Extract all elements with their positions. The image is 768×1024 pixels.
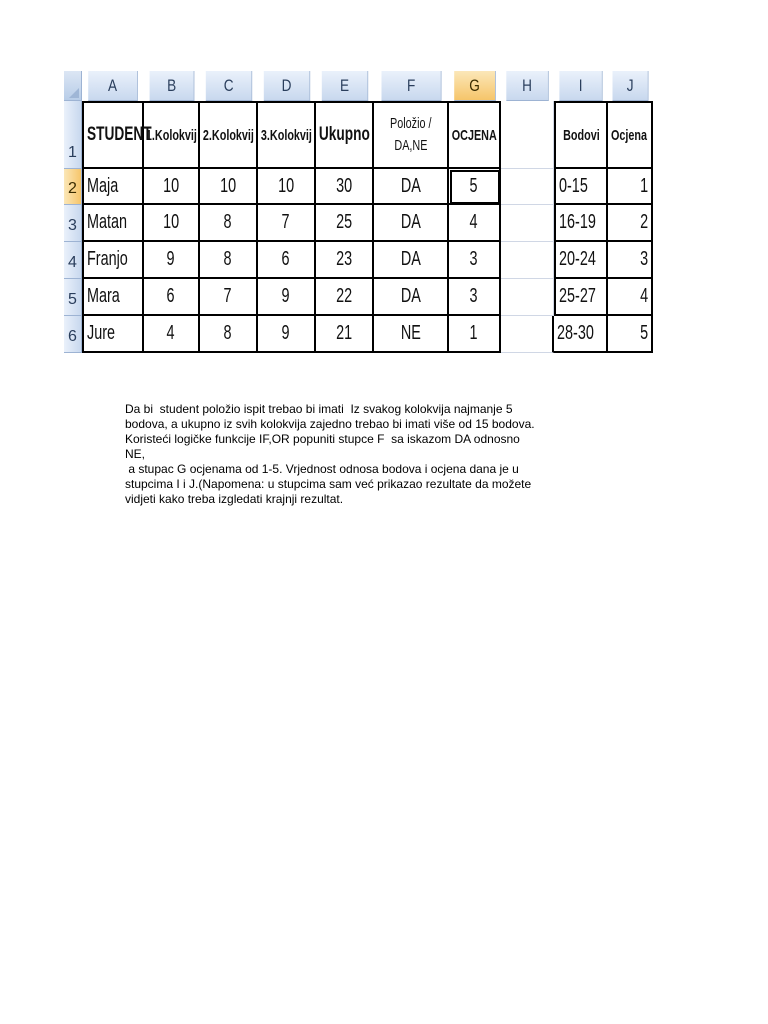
table-cell-student[interactable] xyxy=(82,169,144,205)
column-header-j[interactable]: J xyxy=(613,71,649,101)
table-cell-ocjena-ref[interactable] xyxy=(608,279,653,316)
instruction-paragraph-3: a stupac G ocjenama od 1-5. Vrjednost odnosa bodova i ocjena dana je u stupcima I i J.(Napomena: u stupcima sam već prikazao rezultate da možete vidjeti kako treba izgledati krajnji rezultat. xyxy=(125,462,535,506)
cell-text-ukupno: 23 xyxy=(335,248,353,270)
header-cell-kolokvij-2[interactable] xyxy=(200,101,258,169)
header-cell-bodovi[interactable] xyxy=(554,101,608,169)
table-cell-k2[interactable] xyxy=(200,205,258,242)
header-text-ocjena: OCJENA xyxy=(451,126,497,144)
header-text-student: STUDENT xyxy=(87,124,152,145)
cell-text-bodovi: 28-30 xyxy=(557,322,594,344)
column-header-f[interactable]: F xyxy=(382,71,442,101)
table-cell-ukupno[interactable] xyxy=(316,205,374,242)
table-cell-polozio[interactable] xyxy=(374,242,449,279)
spreadsheet-grid xyxy=(64,71,666,353)
header-text-kolokvij-3: 3.Kolokvij xyxy=(260,126,312,144)
select-all-triangle-icon xyxy=(69,88,79,98)
cell-text-ukupno: 21 xyxy=(335,322,353,344)
header-cell-kolokvij-3[interactable] xyxy=(258,101,316,169)
cell-text-student: Matan xyxy=(87,211,128,233)
header-text-kolokvij-2: 2.Kolokvij xyxy=(202,126,254,144)
cell-text-student: Mara xyxy=(87,285,120,307)
row-header-4[interactable]: 4 xyxy=(64,242,82,279)
instruction-paragraph-1: Da bi student položio ispit trebao bi imati Iz svakog kolokvija najmanje 5 bodova, a ukupno iz svih kolokvija zajedno trebao bi imati više od 15 bodova. xyxy=(125,402,535,431)
table-cell-k3[interactable] xyxy=(258,205,316,242)
table-cell-polozio[interactable] xyxy=(374,279,449,316)
cell-text-bodovi: 16-19 xyxy=(559,211,596,233)
table-cell-bodovi[interactable] xyxy=(554,242,608,279)
table-cell-student[interactable] xyxy=(82,316,144,353)
table-cell-ukupno[interactable] xyxy=(316,279,374,316)
header-cell-student[interactable] xyxy=(82,101,152,169)
row-header-3[interactable]: 3 xyxy=(64,205,82,242)
table-cell-ocjena[interactable] xyxy=(449,205,501,242)
cell-text-bodovi: 25-27 xyxy=(559,285,596,307)
table-cell-ocjena[interactable] xyxy=(449,316,501,353)
header-text-kolokvij-1: 1.Kolokvij xyxy=(145,126,197,144)
table-cell-polozio[interactable] xyxy=(374,316,449,353)
table-cell-ocjena[interactable] xyxy=(449,242,501,279)
cell-text-polozio: DA xyxy=(400,248,421,270)
cell-text-k3: 10 xyxy=(277,174,295,197)
table-cell-h[interactable] xyxy=(501,316,554,353)
header-cell-ocjena-ref[interactable] xyxy=(608,101,653,169)
cell-text-ocjena-ref: 4 xyxy=(639,285,648,307)
table-cell-ocjena-selected[interactable] xyxy=(449,169,501,205)
table-cell-ukupno[interactable] xyxy=(316,169,374,205)
cell-text-ocjena: 4 xyxy=(469,211,479,233)
table-cell-h[interactable] xyxy=(501,242,554,279)
row-header-6[interactable]: 6 xyxy=(64,316,82,353)
table-cell-bodovi[interactable] xyxy=(554,205,608,242)
row-header-1[interactable]: 1 xyxy=(64,101,82,169)
column-header-b[interactable]: B xyxy=(150,71,195,101)
header-cell-ocjena[interactable] xyxy=(449,101,501,169)
cell-text-ukupno: 30 xyxy=(335,174,353,197)
table-cell-bodovi[interactable] xyxy=(554,169,608,205)
table-cell-k1[interactable] xyxy=(144,169,200,205)
table-cell-k3[interactable] xyxy=(258,279,316,316)
cell-text-k1: 10 xyxy=(162,211,180,233)
cell-text-ocjena: 5 xyxy=(469,174,479,197)
cell-text-polozio: DA xyxy=(400,174,421,197)
header-text-ukupno: Ukupno xyxy=(318,124,370,145)
instructions-text xyxy=(125,402,540,507)
row-header-2[interactable]: 2 xyxy=(64,169,82,205)
cell-text-bodovi: 0-15 xyxy=(559,174,588,197)
table-cell-polozio[interactable] xyxy=(374,205,449,242)
table-cell-k1[interactable] xyxy=(144,205,200,242)
column-header-h[interactable]: H xyxy=(506,71,548,101)
cell-text-k2: 8 xyxy=(223,248,233,270)
cell-text-k2: 8 xyxy=(223,211,233,233)
column-header-i[interactable]: I xyxy=(559,71,602,101)
table-cell-k3[interactable] xyxy=(258,316,316,353)
table-cell-student[interactable] xyxy=(82,205,144,242)
column-header-d[interactable]: D xyxy=(264,71,310,101)
header-text-bodovi: Bodovi xyxy=(562,126,600,144)
table-cell-h[interactable] xyxy=(501,169,554,205)
header-cell-kolokvij-1[interactable] xyxy=(144,101,200,169)
table-cell-k1[interactable] xyxy=(144,279,200,316)
header-cell-polozio[interactable] xyxy=(374,101,449,169)
table-cell-ukupno[interactable] xyxy=(316,316,374,353)
table-cell-ocjena-ref[interactable] xyxy=(608,169,653,205)
header-cell-ukupno[interactable] xyxy=(316,101,374,169)
cell-text-ukupno: 25 xyxy=(335,211,353,233)
cell-text-bodovi: 20-24 xyxy=(559,248,596,270)
cell-text-ocjena-ref: 3 xyxy=(639,248,648,270)
table-cell-ocjena-ref[interactable] xyxy=(608,242,653,279)
table-cell-polozio[interactable] xyxy=(374,169,449,205)
column-header-g[interactable]: G xyxy=(454,71,496,101)
cell-text-ocjena-ref: 2 xyxy=(639,211,648,233)
table-cell-bodovi[interactable] xyxy=(554,316,608,353)
table-cell-student[interactable] xyxy=(82,279,144,316)
cell-text-k3: 9 xyxy=(281,322,291,344)
spreadsheet-screenshot xyxy=(64,71,666,355)
cell-text-k1: 10 xyxy=(162,174,180,197)
cell-text-k2: 7 xyxy=(223,285,233,307)
table-cell-bodovi[interactable] xyxy=(554,279,608,316)
table-cell-k2[interactable] xyxy=(200,242,258,279)
cell-text-ocjena: 3 xyxy=(469,285,479,307)
header-text-polozio-line2: DA,NE xyxy=(393,137,428,154)
cell-text-student: Franjo xyxy=(87,248,128,270)
cell-text-ocjena: 1 xyxy=(469,322,479,344)
cell-text-student: Maja xyxy=(87,174,119,197)
cell-text-student: Jure xyxy=(87,322,116,344)
header-text-ocjena-ref: Ocjena xyxy=(611,126,648,144)
cell-text-ocjena-ref: 1 xyxy=(639,174,648,197)
cell-text-k1: 6 xyxy=(166,285,176,307)
table-cell-k2[interactable] xyxy=(200,279,258,316)
header-text-polozio-line1: Položio / xyxy=(389,115,432,132)
table-cell-h[interactable] xyxy=(501,205,554,242)
cell-text-ocjena-ref: 5 xyxy=(639,322,648,344)
table-cell-ukupno[interactable] xyxy=(316,242,374,279)
cell-text-polozio: NE xyxy=(400,322,421,344)
table-cell-h[interactable] xyxy=(501,279,554,316)
table-cell-student[interactable] xyxy=(82,242,144,279)
table-cell-k2[interactable] xyxy=(200,316,258,353)
table-cell-ocjena-ref[interactable] xyxy=(608,316,653,353)
table-cell-k1[interactable] xyxy=(144,316,200,353)
cell-text-k3: 9 xyxy=(281,285,291,307)
column-header-a[interactable]: A xyxy=(88,71,138,101)
cell-text-k2: 8 xyxy=(223,322,233,344)
cell-text-k2: 10 xyxy=(219,174,237,197)
cell-text-k3: 7 xyxy=(281,211,291,233)
cell-text-polozio: DA xyxy=(400,285,421,307)
select-all-corner[interactable] xyxy=(64,71,82,101)
instruction-paragraph-2: Koristeći logičke funkcije IF,OR popuniti stupce F sa iskazom DA odnosno NE, xyxy=(125,432,524,461)
table-cell-k2[interactable] xyxy=(200,169,258,205)
table-cell-k3[interactable] xyxy=(258,169,316,205)
column-header-c[interactable]: C xyxy=(206,71,252,101)
column-header-e[interactable]: E xyxy=(322,71,368,101)
table-cell-k3[interactable] xyxy=(258,242,316,279)
cell-text-polozio: DA xyxy=(400,211,421,233)
header-cell-h[interactable] xyxy=(501,101,554,169)
cell-text-k3: 6 xyxy=(281,248,291,270)
table-cell-ocjena-ref[interactable] xyxy=(608,205,653,242)
cell-text-k1: 9 xyxy=(166,248,176,270)
cell-text-ocjena: 3 xyxy=(469,248,479,270)
table-cell-k1[interactable] xyxy=(144,242,200,279)
table-cell-ocjena[interactable] xyxy=(449,279,501,316)
cell-text-k1: 4 xyxy=(166,322,176,344)
cell-text-ukupno: 22 xyxy=(335,285,353,307)
row-header-5[interactable]: 5 xyxy=(64,279,82,316)
